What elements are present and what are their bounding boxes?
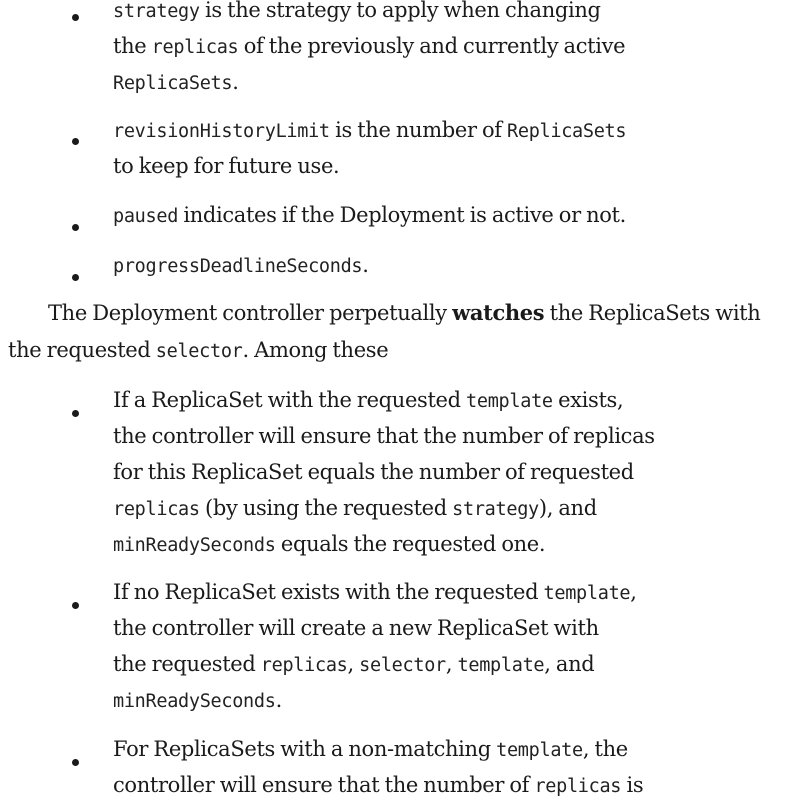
text-run: (by using the requested xyxy=(199,496,453,520)
text-run: is the number of xyxy=(329,118,508,142)
text-line xyxy=(113,418,655,454)
text-run: For ReplicaSets with a non-matching xyxy=(113,737,497,761)
text-line xyxy=(113,610,599,646)
code-term: replicas xyxy=(260,655,348,676)
text-run: of the previously and currently active xyxy=(238,34,626,58)
text-run: the requested xyxy=(8,338,156,362)
text-run: If no ReplicaSet exists with the requested xyxy=(113,580,544,604)
text-run: , xyxy=(445,652,458,676)
text-line xyxy=(113,0,601,28)
code-term: strategy xyxy=(113,1,200,22)
bullet-icon xyxy=(72,138,79,145)
text-run: The Deployment controller perpetually xyxy=(48,301,453,325)
text-line xyxy=(113,64,239,100)
bullet-icon xyxy=(72,274,79,281)
code-term: paused xyxy=(113,206,179,227)
text-line xyxy=(113,28,625,64)
text-line xyxy=(113,526,545,562)
code-term: template xyxy=(543,583,631,604)
text-line xyxy=(113,767,643,803)
text-run: the controller will create a new ReplicaSet with xyxy=(113,616,599,640)
text-run: the ReplicaSets with xyxy=(544,301,761,325)
text-run: , xyxy=(347,652,360,676)
text-run: indicates if the Deployment is active or not. xyxy=(178,203,626,227)
text-run: , and xyxy=(544,652,595,676)
paragraph-line xyxy=(8,332,388,368)
text-run: for this ReplicaSet equals the number of requested xyxy=(113,460,634,484)
code-term: ReplicaSets xyxy=(113,73,233,94)
code-term: progressDeadlineSeconds xyxy=(113,256,363,277)
text-line xyxy=(113,490,597,526)
text-run: the requested xyxy=(113,652,261,676)
bullet-icon xyxy=(72,759,79,766)
text-run: If a ReplicaSet with the requested xyxy=(113,388,467,412)
text-run: equals the requested one. xyxy=(275,532,546,556)
code-term: selector xyxy=(359,655,446,676)
text-line xyxy=(113,382,623,418)
text-run: controller will ensure that the number of xyxy=(113,773,535,797)
code-term: template xyxy=(496,740,583,761)
code-term: replicas xyxy=(534,776,622,797)
text-line xyxy=(113,574,637,610)
text-line xyxy=(113,454,634,490)
text-line xyxy=(113,148,339,184)
code-term: ReplicaSets xyxy=(507,121,627,142)
paragraph-line xyxy=(48,295,760,331)
text-run: the controller will ensure that the number of replicas xyxy=(113,424,655,448)
code-term: revisionHistoryLimit xyxy=(113,121,330,142)
code-term: strategy xyxy=(452,499,539,520)
text-run: , the xyxy=(582,737,628,761)
code-term: template xyxy=(466,391,553,412)
bullet-icon xyxy=(72,14,79,21)
text-run: . xyxy=(275,688,282,712)
text-run: to keep for future use. xyxy=(113,154,340,178)
text-line xyxy=(113,112,626,148)
bullet-icon xyxy=(72,410,79,417)
text-run: is the strategy to apply when changing xyxy=(199,0,601,22)
text-run: ), and xyxy=(538,496,597,520)
text-run: is xyxy=(621,773,644,797)
code-term: replicas xyxy=(113,499,200,520)
code-term: minReadySeconds xyxy=(113,691,276,712)
code-term: replicas xyxy=(151,37,239,58)
bold-term: watches xyxy=(452,300,545,325)
text-line xyxy=(113,731,628,767)
text-run: . xyxy=(232,70,239,94)
text-run: . xyxy=(362,253,369,277)
text-line xyxy=(113,197,626,233)
text-line xyxy=(113,646,594,682)
text-run: exists, xyxy=(552,388,624,412)
text-run: , xyxy=(630,580,637,604)
bullet-icon xyxy=(72,602,79,609)
text-line xyxy=(113,682,282,718)
text-run: . Among these xyxy=(242,338,389,362)
code-term: template xyxy=(457,655,545,676)
bullet-icon xyxy=(72,224,79,231)
code-term: selector xyxy=(155,341,243,362)
text-run: the xyxy=(113,34,152,58)
code-term: minReadySeconds xyxy=(113,535,276,556)
text-line xyxy=(113,247,369,283)
